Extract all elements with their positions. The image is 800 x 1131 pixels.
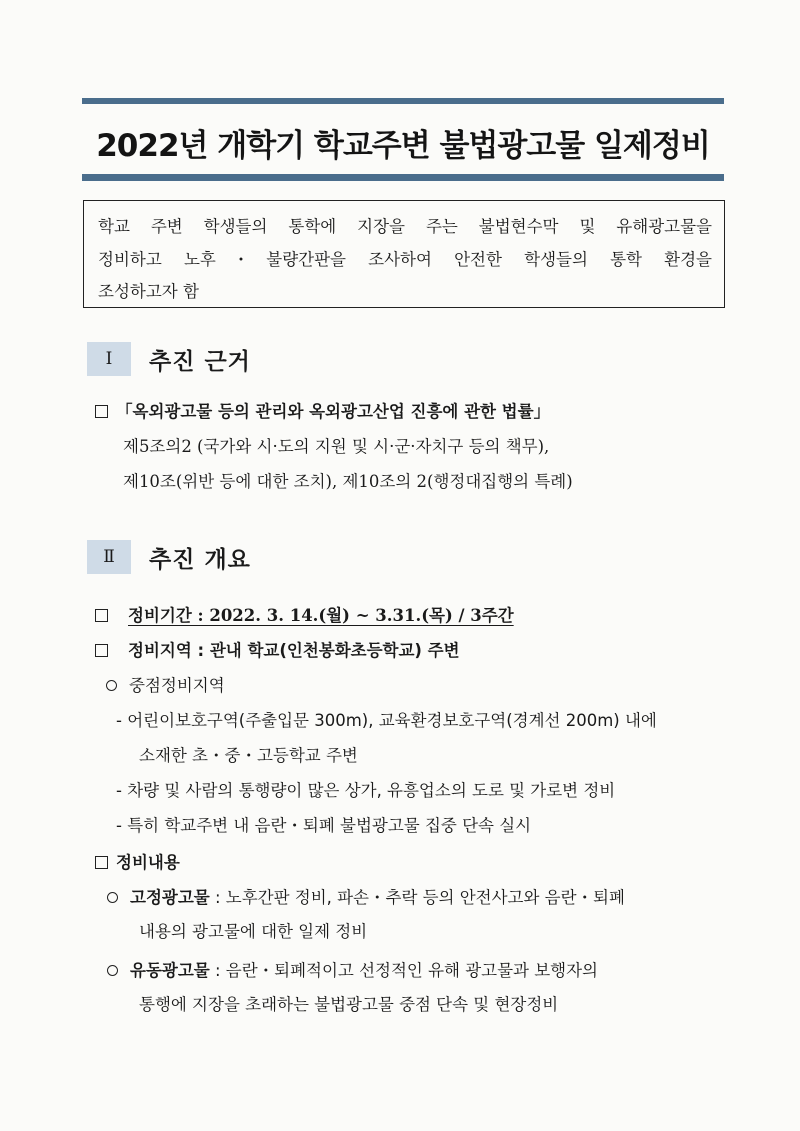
page-title: 2022년 개학기 학교주변 불법광고물 일제정비	[96, 128, 710, 164]
period-item	[95, 602, 514, 626]
summary-line: 학교 주변 학생들의 통학에 지장을 주는 불법현수막 및 유해광고물을	[98, 217, 712, 236]
summary-line: 정비하고 노후・불량간판을 조사하여 안전한 학생들의 통학 환경을	[98, 250, 712, 269]
mobile-ads-label: 유동광고물	[130, 961, 210, 980]
title-top-rule	[82, 98, 724, 104]
circle-bullet-icon	[107, 965, 118, 976]
checkbox-square-icon	[95, 405, 108, 418]
mobile-ads-text-cont: 통행에 지장을 초래하는 불법광고물 중점 단속 및 현장정비	[139, 995, 559, 1014]
circle-bullet-icon	[106, 680, 117, 691]
section-numeral: Ⅱ	[87, 540, 131, 574]
focus-line: - 특히 학교주변 내 음란・퇴폐 불법광고물 집중 단속 실시	[116, 816, 532, 835]
section-title: 추진 개요	[149, 547, 251, 573]
mobile-ads-text: : 음란・퇴폐적이고 선정적인 유해 광고물과 보행자의	[209, 961, 598, 980]
fixed-ads-text: : 노후간판 정비, 파손・추락 등의 안전사고와 음란・퇴폐	[209, 888, 625, 907]
fixed-ads-item	[107, 884, 625, 908]
focus-line: - 차량 및 사람의 통행량이 많은 상가, 유흥업소의 도로 및 가로변 정비	[116, 781, 616, 800]
law-title: 「옥외광고물 등의 관리와 옥외광고산업 진흥에 관한 법률」	[116, 402, 551, 421]
summary-line: 조성하고자 함	[98, 282, 199, 301]
fixed-ads-label: 고정광고물	[130, 888, 210, 907]
section-numeral: Ⅰ	[87, 342, 131, 376]
fixed-ads-text-cont: 내용의 광고물에 대한 일제 정비	[139, 922, 368, 941]
mobile-ads-item	[107, 957, 598, 981]
law-reference	[95, 398, 550, 422]
checkbox-square-icon	[95, 609, 108, 622]
period-text: 정비기간 : 2022. 3. 14.(월) ~ 3.31.(목) / 3주간	[128, 606, 514, 625]
title-bottom-rule	[82, 174, 724, 181]
checkbox-square-icon	[95, 856, 108, 869]
focus-line: 소재한 초・중・고등학교 주변	[139, 746, 358, 765]
summary-box	[83, 200, 725, 308]
title-banner	[82, 98, 724, 181]
circle-bullet-icon	[107, 892, 118, 903]
content-label: 정비내용	[116, 853, 180, 872]
area-item	[95, 637, 460, 661]
focus-area-item	[106, 672, 225, 696]
content-item	[95, 849, 180, 873]
article-line: 제5조의2 (국가와 시·도의 지원 및 시·군·자치구 등의 책무),	[123, 437, 550, 456]
checkbox-square-icon	[95, 644, 108, 657]
focus-label: 중점정비지역	[129, 676, 225, 695]
area-text: 정비지역 : 관내 학교(인천봉화초등학교) 주변	[128, 641, 460, 660]
article-line: 제10조(위반 등에 대한 조치), 제10조의 2(행정대집행의 특례)	[123, 472, 573, 491]
section-title: 추진 근거	[149, 349, 251, 375]
focus-line: - 어린이보호구역(주출입문 300m), 교육환경보호구역(경계선 200m) 내에	[116, 711, 657, 730]
